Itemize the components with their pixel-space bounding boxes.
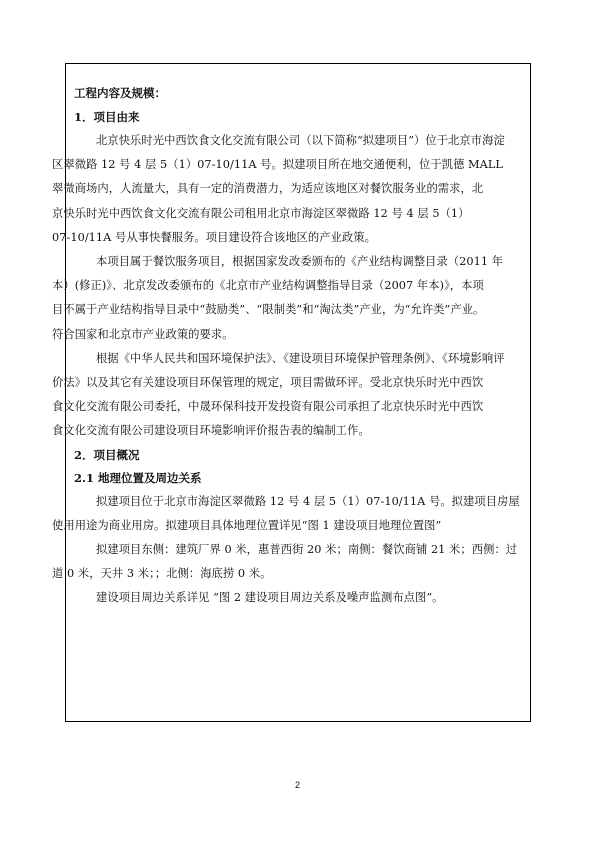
text-line: 本）(修正)》、北京发改委颁布的《北京市产业结构调整指导目录（2007 年本)》，本项: [52, 279, 484, 293]
text-line: 07-10/11A 号从事快餐服务。项目建设符合该地区的产业政策。: [52, 230, 376, 244]
paragraph-industry-policy: [52, 250, 521, 347]
text-line: 京快乐时光中西饮食文化交流有限公司租用北京市海淀区翠微路 12 号 4 层 5（1）: [52, 206, 470, 220]
text-line: 拟建项目位于北京市海淀区翠微路 12 号 4 层 5（1）07-10/11A 号。拟建项目房屋: [96, 494, 520, 508]
text-line: 区翠微路 12 号 4 层 5（1）07-10/11A 号。拟建项目所在地交通便利，位于凯德 MALL: [52, 158, 503, 172]
paragraph-project-origin: [52, 129, 521, 250]
text-line: 使用用途为商业用房。拟建项目具体地理位置详见“图 1 建设项目地理位置图”: [52, 518, 442, 532]
content-frame: [52, 63, 531, 722]
paragraph-surroundings: [52, 538, 521, 586]
text-line: 目不属于产业结构指导目录中“鼓励类”、“限制类”和“淘汰类”产业，为“允许类”产业。: [52, 303, 485, 317]
heading-project-origin: 1．项目由来: [74, 110, 140, 124]
text-line: 北京快乐时光中西饮食文化交流有限公司（以下简称“拟建项目”）位于北京市海淀: [96, 134, 505, 147]
paragraph-eia-basis: [52, 347, 521, 444]
paragraph-location: [52, 490, 521, 538]
text-line: 食文化交流有限公司委托，中晟环保科技开发投资有限公司承担了北京快乐时光中西饮: [52, 400, 484, 414]
section-title: 工程内容及规模：: [74, 86, 166, 100]
text-line: 道 0 米，天井 3 米；；北侧：海底捞 0 米。: [52, 567, 272, 581]
text-line: 食文化交流有限公司建设项目环境影响评价报告表的编制工作。: [52, 424, 370, 438]
heading-location: 2.1 地理位置及周边关系: [74, 470, 202, 485]
page-number: 2: [294, 780, 300, 790]
text-line: 价法》以及其它有关建设项目环保管理的规定，项目需做环评。受北京快乐时光中西饮: [52, 376, 484, 390]
text-line: 根据《中华人民共和国环境保护法》、《建设项目环境保护管理条例》、《环境影响评: [96, 351, 505, 365]
text-line: 本项目属于餐饮服务项目，根据国家发改委颁布的《产业结构调整目录（2011 年: [96, 255, 504, 269]
text-line: 符合国家和北京市产业政策的要求。: [52, 327, 234, 341]
paragraph-surroundings-figure: [74, 586, 521, 610]
text-line: 建设项目周边关系详见 “图 2 建设项目周边关系及噪声监测布点图”。: [96, 591, 444, 605]
heading-project-overview: 2．项目概况: [74, 447, 140, 462]
text-line: 拟建项目东侧：建筑厂界 0 米，惠普西街 20 米；南侧：餐饮商铺 21 米；西侧：过: [96, 543, 518, 557]
text-line: 翠微商场内，人流量大，具有一定的消费潜力，为适应该地区对餐饮服务业的需求，北: [52, 182, 484, 196]
